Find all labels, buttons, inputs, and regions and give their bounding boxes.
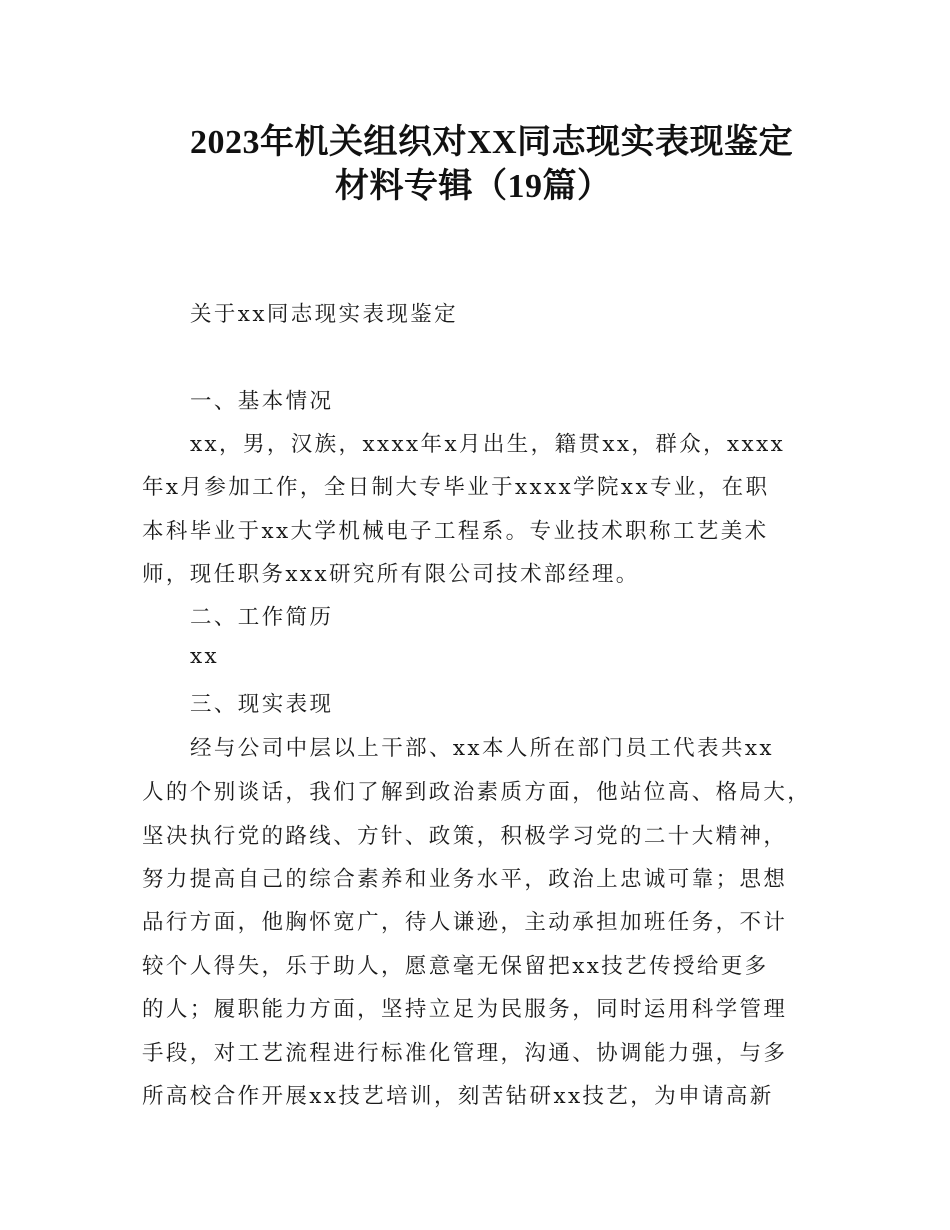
paragraph-line: 本科毕业于xx大学机械电子工程系。专业技术职称工艺美术 bbox=[142, 519, 769, 544]
document-title-line-2: 材料专辑（19篇） bbox=[335, 168, 612, 205]
paragraph-line: 努力提高自己的综合素养和业务水平，政治上忠诚可靠；思想 bbox=[142, 867, 788, 892]
paragraph-line: 年x月参加工作，全日制大专毕业于xxxx学院xx专业，在职 bbox=[142, 475, 770, 500]
paragraph-line: 手段，对工艺流程进行标准化管理，沟通、协调能力强，与多 bbox=[142, 1041, 788, 1066]
paragraph-line: 坚决执行党的路线、方针、政策，积极学习党的二十大精神， bbox=[142, 824, 788, 849]
paragraph-line: 师，现任职务xxx研究所有限公司技术部经理。 bbox=[142, 562, 640, 587]
section-heading-performance: 三、现实表现 bbox=[190, 692, 334, 717]
paragraph-line: 人的个别谈话，我们了解到政治素质方面，他站位高、格局大， bbox=[142, 780, 812, 805]
paragraph-line: 所高校合作开展xx技艺培训，刻苦钻研xx技艺，为申请高新 bbox=[142, 1084, 774, 1109]
paragraph-line: xx，男，汉族，xxxx年x月出生，籍贯xx，群众，xxxx bbox=[190, 432, 786, 457]
resume-body: xx bbox=[190, 644, 220, 669]
section-heading-resume: 二、工作简历 bbox=[190, 605, 334, 630]
paragraph-line: 经与公司中层以上干部、xx本人所在部门员工代表共xx bbox=[190, 736, 774, 761]
paragraph-line: 品行方面，他胸怀宽广，待人谦逊，主动承担加班任务，不计 bbox=[142, 910, 788, 935]
section-heading-basic: 一、基本情况 bbox=[190, 389, 334, 414]
paragraph-line: 的人；履职能力方面，坚持立足为民服务，同时运用科学管理 bbox=[142, 997, 788, 1022]
paragraph-line: 较个人得失，乐于助人，愿意毫无保留把xx技艺传授给更多 bbox=[142, 954, 769, 979]
subtitle: 关于xx同志现实表现鉴定 bbox=[190, 302, 459, 327]
document-title-line-1: 2023年机关组织对XX同志现实表现鉴定 bbox=[190, 124, 794, 161]
